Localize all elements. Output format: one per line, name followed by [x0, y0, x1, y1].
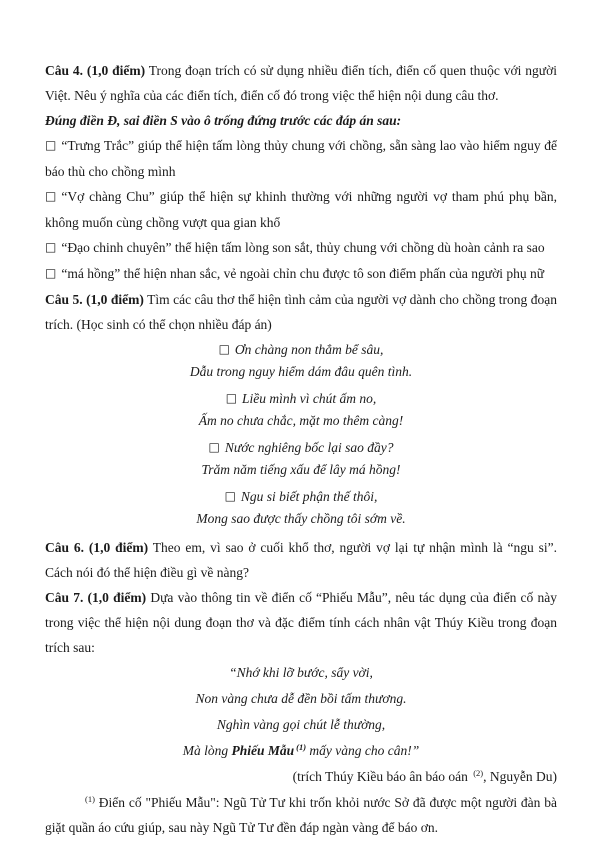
poem-option [45, 388, 557, 432]
poem-line: Mong sao được thấy chồng tôi sớm về. [196, 511, 406, 526]
question-5-poem-options [45, 339, 557, 530]
footnote-text: Điển cố "Phiếu Mẫu": Ngũ Tử Tư khi trốn khỏi nước Sở đã được một người đàn bà giặt quần áo cứu giúp, sau này Ngũ Tử Tư đền đáp ngàn vàng để báo ơn. [45, 795, 557, 835]
question-5-label: Câu 5. (1,0 điểm) [45, 292, 144, 307]
poem-line: Ấm no chưa chắc, mặt mo thêm càng! [198, 413, 404, 428]
question-4-instruction: Đúng điền Đ, sai điền S vào ô trống đứng trước các đáp án sau: [45, 113, 402, 128]
poem-line: Dẫu trong nguy hiểm dám đâu quên tình. [189, 364, 413, 379]
poem-line [45, 486, 557, 508]
poem-line [45, 388, 557, 410]
checkbox-icon: □ [45, 240, 57, 254]
checkbox-icon: □ [208, 440, 220, 454]
poem-verse: Ngu si biết phận thế thôi, [240, 489, 378, 504]
question-4-option-3 [45, 235, 557, 261]
question-4-text [45, 58, 557, 108]
question-5-body: Tìm các câu thơ thể hiện tình cảm của người vợ dành cho chồng trong đoạn trích. (Học sinh có thể chọn nhiều đáp án) [45, 292, 557, 332]
poem-verse: mấy vàng cho cân!” [306, 743, 420, 758]
question-7-label: Câu 7. (1,0 điểm) [45, 590, 147, 605]
poem-line [45, 738, 557, 764]
poem-line: Trăm năm tiếng xấu để lây má hồng! [201, 462, 401, 477]
poem-verse: Liều mình vì chút ấm no, [242, 391, 377, 406]
checkbox-icon: □ [45, 266, 57, 280]
question-6-text [45, 535, 557, 585]
poem-line: Nghìn vàng gọi chút lễ thường, [216, 717, 386, 732]
poem-option [45, 339, 557, 383]
poem-verse: Nước nghiêng bốc lại sao đầy? [224, 440, 394, 455]
footnote-marker: (1) [85, 793, 95, 804]
poem-line: “Nhớ khi lỡ bước, sẩy vời, [229, 665, 373, 680]
footnote [45, 790, 557, 840]
question-4-label: Câu 4. (1,0 điểm) [45, 63, 146, 78]
question-7-body: Dựa vào thông tin về điển cố “Phiếu Mẫu”, nêu tác dụng của điển cố này trong việc thể hiện nội dung đoạn thơ và đặc điểm tính cách nhân vật Thúy Kiều trong đoạn trích sau: [45, 590, 557, 655]
checkbox-icon: □ [224, 489, 236, 503]
poem-attribution [45, 764, 557, 790]
footnote-marker: (1) [296, 741, 307, 752]
option-text: “má hồng” thể hiện nhan sắc, vẻ ngoài chỉn chu được tô son điểm phấn của người phụ nữ [61, 266, 545, 281]
checkbox-icon: □ [45, 138, 57, 152]
checkbox-icon: □ [225, 391, 238, 405]
attribution-author: , Nguyễn Du) [483, 769, 557, 784]
option-text: “Vợ chàng Chu” giúp thể hiện sự khinh thường với những người vợ tham phú phụ bần, không muốn cùng chồng vượt qua gian khổ [45, 189, 557, 230]
poem-line: Non vàng chưa dễ đền bồi tấm thương. [195, 691, 407, 706]
poem-option [45, 437, 557, 481]
question-4-option-1 [45, 133, 557, 184]
question-4-option-4 [45, 261, 557, 287]
question-4-option-2 [45, 184, 557, 235]
attribution-text: (trích Thúy Kiều báo ân báo oán [292, 769, 472, 784]
option-text: “Trưng Trắc” giúp thể hiện tấm lòng thủy chung với chồng, sẵn sàng lao vào hiểm nguy để báo thù cho chồng mình [45, 138, 557, 179]
question-5-text [45, 287, 557, 337]
question-6-body: Theo em, vì sao ở cuối khổ thơ, người vợ lại tự nhận mình là “ngu si”. Cách nói đó thể hiện điều gì về nàng? [45, 540, 557, 580]
question-7-poem [45, 660, 557, 764]
poem-line [45, 339, 557, 361]
poem-option [45, 486, 557, 530]
question-7-text [45, 585, 557, 660]
allusion-term: Phiếu Mẫu [231, 743, 295, 758]
poem-verse: Ơn chàng non thẳm bể sâu, [234, 342, 384, 357]
footnote-marker: (2) [473, 767, 484, 778]
option-text: “Đạo chinh chuyên” thể hiện tấm lòng son sắt, thủy chung với chồng dù hoàn cảnh ra sao [61, 240, 545, 255]
checkbox-icon: □ [45, 189, 57, 203]
poem-line [45, 437, 557, 459]
poem-verse: Mà lòng [182, 743, 232, 758]
question-4-body: Trong đoạn trích có sử dụng nhiều điển tích, điển cố quen thuộc với người Việt. Nêu ý nghĩa của các điển tích, điển cố đó trong việc thể hiện nội dung câu thơ. [45, 63, 557, 103]
checkbox-icon: □ [218, 342, 230, 356]
question-6-label: Câu 6. (1,0 điểm) [45, 540, 149, 555]
